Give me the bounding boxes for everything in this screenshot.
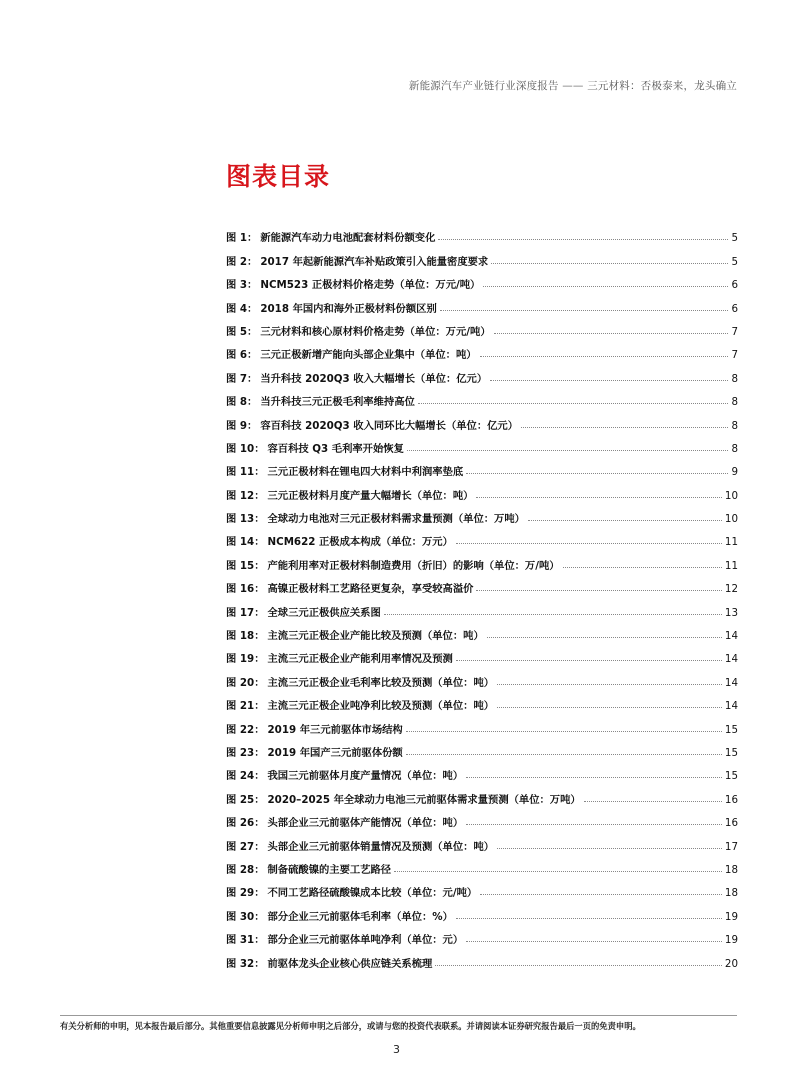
toc-entry[interactable] (226, 899, 738, 922)
toc-entry-text (226, 884, 477, 899)
toc-entry-name: 不同工艺路径硫酸镍成本比较（单位：元/吨） (267, 887, 478, 900)
toc-leader-dots (466, 940, 722, 942)
toc-entry-page: 7 (731, 325, 738, 338)
toc-entry-page: 16 (724, 793, 738, 806)
toc-entry-label: 图 14： (226, 536, 265, 549)
toc-entry-text (226, 861, 391, 876)
toc-entry-name: 头部企业三元前驱体产能情况（单位：吨） (267, 817, 464, 830)
toc-entry[interactable] (226, 432, 738, 455)
toc-leader-dots (406, 730, 722, 732)
toc-entry-name: NCM622 正极成本构成（单位：万元） (267, 536, 453, 549)
toc-leader-dots (497, 706, 722, 708)
toc-entry-label: 图 15： (226, 559, 265, 572)
toc-leader-dots (456, 542, 722, 544)
toc-entry-label: 图 21： (226, 700, 265, 713)
toc-entry-label: 图 5： (226, 325, 258, 338)
toc-leader-dots (466, 776, 722, 778)
toc-entry-page: 13 (724, 606, 738, 619)
toc-entry-page: 9 (731, 466, 738, 479)
toc-entry-text (226, 440, 404, 455)
header-separator: —— (562, 80, 584, 92)
toc-entry-text (226, 323, 491, 338)
toc-entry-page: 6 (731, 302, 738, 315)
toc-entry-label: 图 23： (226, 746, 265, 759)
toc-leader-dots (480, 893, 722, 895)
toc-entry-text (226, 791, 581, 806)
toc-entry-text (226, 510, 525, 525)
toc-entry-label: 图 19： (226, 653, 265, 666)
toc-entry-name: 部分企业三元前驱体毛利率（单位：%） (267, 910, 453, 923)
toc-entry-name: 制备硫酸镍的主要工艺路径 (267, 863, 392, 876)
toc-entry-page: 19 (724, 934, 738, 947)
toc-leader-dots (407, 449, 729, 451)
toc-entry-page: 11 (724, 536, 738, 549)
toc-entry-name: 产能利用率对正极材料制造费用（折旧）的影响（单位：万/吨） (267, 559, 560, 572)
toc-entry[interactable] (226, 525, 738, 548)
toc-entry[interactable] (226, 923, 738, 946)
toc-entry-text (226, 650, 453, 665)
toc-entry[interactable] (226, 361, 738, 384)
toc-entry-text (226, 276, 480, 291)
footer-divider (60, 1015, 737, 1016)
toc-entry-text (226, 370, 487, 385)
toc-leader-dots (435, 964, 722, 966)
toc-leader-dots (494, 332, 729, 334)
toc-leader-dots (490, 379, 728, 381)
toc-entry-page: 8 (731, 442, 738, 455)
toc-entry-name: 主流三元正极企业产能利用率情况及预测 (267, 653, 453, 666)
toc-entry-label: 图 30： (226, 910, 265, 923)
toc-entry-text (226, 744, 403, 759)
toc-entry-label: 图 28： (226, 863, 265, 876)
toc-entry-page: 16 (724, 817, 738, 830)
toc-entry[interactable] (226, 665, 738, 688)
toc-entry-text (226, 604, 381, 619)
toc-entry-text (226, 417, 518, 432)
toc-entry-name: 容百科技 2020Q3 收入同环比大幅增长（单位：亿元） (260, 419, 519, 432)
toc-entry-text (226, 627, 484, 642)
toc-entry-label: 图 3： (226, 279, 258, 292)
toc-entry-text (226, 346, 477, 361)
toc-leader-dots (438, 238, 728, 240)
toc-entry[interactable] (226, 268, 738, 291)
toc-entry-label: 图 25： (226, 793, 265, 806)
toc-entry-page: 19 (724, 910, 738, 923)
toc-entry-text (226, 487, 473, 502)
toc-entry-text (226, 580, 473, 595)
toc-entry-name: 主流三元正极企业毛利率比较及预测（单位：吨） (267, 676, 495, 689)
toc-entry-name: 三元正极材料在锂电四大材料中利润率垫底 (267, 466, 464, 479)
footer-disclaimer: 有关分析师的申明，见本报告最后部分。其他重要信息披露见分析师申明之后部分，或请与您的投资代表联系。并请阅读本证券研究报告最后一页的免责申明。 (60, 1021, 641, 1031)
toc-entry-text (226, 814, 463, 829)
toc-entry-name: 高镍正极材料工艺路径更复杂，享受较高溢价 (267, 583, 474, 596)
toc-entry[interactable] (226, 782, 738, 805)
toc-entry-label: 图 4： (226, 302, 258, 315)
toc-entry-page: 18 (724, 863, 738, 876)
toc-leader-dots (476, 496, 721, 498)
toc-entry-name: 全球动力电池对三元正极材料需求量预测（单位：万吨） (267, 513, 525, 526)
toc-leader-dots (491, 262, 728, 264)
toc-entry-label: 图 31： (226, 934, 265, 947)
toc-entry-text (226, 674, 494, 689)
toc-entry-label: 图 32： (226, 957, 265, 970)
toc-entry-page: 8 (731, 396, 738, 409)
toc-entry[interactable] (226, 619, 738, 642)
toc-entry-text (226, 767, 463, 782)
toc-entry[interactable] (226, 712, 738, 735)
toc-entry-name: 部分企业三元前驱体单吨净利（单位：元） (267, 934, 464, 947)
toc-entry-text (226, 838, 494, 853)
toc-entry-text (226, 908, 453, 923)
toc-entry-name: 三元正极新增产能向头部企业集中（单位：吨） (260, 349, 477, 362)
toc-entry-page: 14 (724, 676, 738, 689)
toc-entry[interactable] (226, 408, 738, 431)
toc-entry-name: 主流三元正极企业产能比较及预测（单位：吨） (267, 630, 484, 643)
toc-entry-page: 14 (724, 630, 738, 643)
toc-entry-page: 8 (731, 419, 738, 432)
toc-entry-text (226, 300, 437, 315)
toc-entry[interactable] (226, 736, 738, 759)
toc-entry-name: 全球三元正极供应关系图 (267, 606, 381, 619)
toc-entry[interactable] (226, 572, 738, 595)
toc-entry-page: 15 (724, 723, 738, 736)
toc-entry-name: 当升科技三元正极毛利率维持高位 (260, 396, 415, 409)
toc-entry-name: 2019 年国产三元前驱体份额 (267, 746, 403, 759)
toc-entry[interactable] (226, 455, 738, 478)
toc-entry-label: 图 16： (226, 583, 265, 596)
toc-entry-label: 图 8： (226, 396, 258, 409)
toc-entry[interactable] (226, 853, 738, 876)
toc-entry[interactable] (226, 478, 738, 501)
toc-leader-dots (440, 309, 729, 311)
toc-entry-label: 图 10： (226, 442, 265, 455)
page-number: 3 (393, 1043, 400, 1056)
toc-leader-dots (528, 519, 722, 521)
toc-entry-page: 10 (724, 489, 738, 502)
toc-leader-dots (466, 472, 728, 474)
toc-entry-name: 前驱体龙头企业核心供应链关系梳理 (267, 957, 433, 970)
toc-leader-dots (480, 355, 729, 357)
toc-entry-label: 图 13： (226, 513, 265, 526)
toc-entry-text (226, 229, 435, 244)
toc-entry[interactable] (226, 291, 738, 314)
toc-entry[interactable] (226, 315, 738, 338)
running-header (60, 78, 737, 93)
toc-entry[interactable] (226, 829, 738, 852)
toc-leader-dots (406, 753, 722, 755)
toc-entry-label: 图 17： (226, 606, 265, 619)
toc-entry-label: 图 6： (226, 349, 258, 362)
toc-leader-dots (456, 659, 722, 661)
toc-leader-dots (487, 636, 722, 638)
toc-entry-text (226, 463, 463, 478)
toc-entry-name: 容百科技 Q3 毛利率开始恢复 (267, 442, 404, 455)
toc-leader-dots (563, 566, 722, 568)
toc-leader-dots (476, 589, 721, 591)
toc-entry-name: 2020–2025 年全球动力电池三元前驱体需求量预测（单位：万吨） (267, 793, 581, 806)
toc-entry[interactable] (226, 642, 738, 665)
toc-title: 图表目录 (226, 162, 331, 191)
report-title: 新能源汽车产业链行业深度报告 (408, 80, 559, 92)
toc-entry-page: 14 (724, 700, 738, 713)
toc-entry-name: 我国三元前驱体月度产量情况（单位：吨） (267, 770, 464, 783)
toc-entry[interactable] (226, 946, 738, 969)
toc-entry-label: 图 29： (226, 887, 265, 900)
toc-entry-page: 15 (724, 770, 738, 783)
toc-entry-label: 图 1： (226, 232, 258, 245)
toc-entry[interactable] (226, 806, 738, 829)
toc-leader-dots (584, 800, 722, 802)
toc-leader-dots (394, 870, 722, 872)
toc-entry[interactable] (226, 221, 738, 244)
table-of-figures (226, 221, 738, 970)
toc-entry-name: 2018 年国内和海外正极材料份额区别 (260, 302, 437, 315)
toc-entry-text (226, 253, 488, 268)
toc-leader-dots (497, 847, 722, 849)
toc-entry-page: 5 (731, 232, 738, 245)
toc-entry-name: 头部企业三元前驱体销量情况及预测（单位：吨） (267, 840, 495, 853)
toc-entry-label: 图 20： (226, 676, 265, 689)
toc-entry-text (226, 697, 494, 712)
toc-entry-label: 图 2： (226, 255, 258, 268)
toc-entry-page: 18 (724, 887, 738, 900)
toc-entry-name: 主流三元正极企业吨净利比较及预测（单位：吨） (267, 700, 495, 713)
toc-entry[interactable] (226, 548, 738, 571)
toc-entry-name: 新能源汽车动力电池配套材料份额变化 (260, 232, 436, 245)
toc-entry[interactable] (226, 595, 738, 618)
toc-leader-dots (466, 823, 722, 825)
toc-leader-dots (384, 613, 722, 615)
toc-entry-text (226, 557, 560, 572)
toc-entry-page: 15 (724, 746, 738, 759)
toc-entry-page: 14 (724, 653, 738, 666)
toc-entry-page: 8 (731, 372, 738, 385)
toc-entry-page: 20 (724, 957, 738, 970)
toc-leader-dots (483, 285, 728, 287)
toc-entry-label: 图 24： (226, 770, 265, 783)
toc-entry[interactable] (226, 338, 738, 361)
toc-entry[interactable] (226, 876, 738, 899)
toc-entry-page: 17 (724, 840, 738, 853)
toc-entry-text (226, 955, 432, 970)
toc-entry-page: 6 (731, 279, 738, 292)
toc-entry-label: 图 22： (226, 723, 265, 736)
toc-entry[interactable] (226, 385, 738, 408)
toc-entry-page: 7 (731, 349, 738, 362)
toc-entry-name: 当升科技 2020Q3 收入大幅增长（单位：亿元） (260, 372, 488, 385)
toc-entry[interactable] (226, 689, 738, 712)
toc-entry-page: 11 (724, 559, 738, 572)
toc-entry-label: 图 27： (226, 840, 265, 853)
toc-entry-page: 12 (724, 583, 738, 596)
toc-entry-name: 2019 年三元前驱体市场结构 (267, 723, 403, 736)
toc-entry-name: 三元材料和核心原材料价格走势（单位：万元/吨） (260, 325, 491, 338)
toc-entry-label: 图 7： (226, 372, 258, 385)
toc-entry-label: 图 26： (226, 817, 265, 830)
toc-entry-text (226, 393, 415, 408)
toc-entry-label: 图 11： (226, 466, 265, 479)
report-subtitle: 三元材料：否极泰来，龙头确立 (587, 80, 737, 92)
toc-entry-name: 2017 年起新能源汽车补贴政策引入能量密度要求 (260, 255, 489, 268)
toc-entry[interactable] (226, 759, 738, 782)
toc-entry[interactable] (226, 502, 738, 525)
toc-entry[interactable] (226, 244, 738, 267)
toc-entry-text (226, 533, 453, 548)
toc-leader-dots (418, 402, 729, 404)
toc-entry-label: 图 18： (226, 630, 265, 643)
toc-entry-text (226, 721, 403, 736)
toc-entry-name: NCM523 正极材料价格走势（单位：万元/吨） (260, 279, 481, 292)
toc-entry-page: 10 (724, 513, 738, 526)
toc-leader-dots (456, 917, 722, 919)
toc-entry-text (226, 931, 463, 946)
toc-leader-dots (521, 426, 728, 428)
toc-entry-label: 图 12： (226, 489, 265, 502)
toc-entry-page: 5 (731, 255, 738, 268)
toc-entry-name: 三元正极材料月度产量大幅增长（单位：吨） (267, 489, 474, 502)
toc-leader-dots (497, 683, 722, 685)
toc-entry-label: 图 9： (226, 419, 258, 432)
